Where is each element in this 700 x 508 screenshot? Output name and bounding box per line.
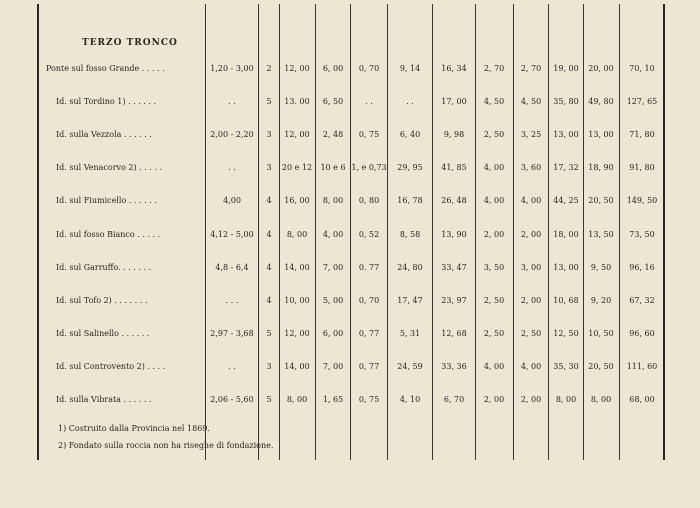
table-cell: 3 (266, 163, 272, 173)
table-cell: 13, 00 (553, 130, 579, 140)
table-cell: 8, 00 (286, 229, 308, 239)
table-cell: 4 (266, 295, 272, 305)
table-cell: 10 e 6 (320, 163, 346, 173)
table-cell: 1,20 - 3,00 (210, 64, 254, 73)
table-cell: 10, 50 (588, 328, 614, 338)
table-cell: 2, 00 (520, 395, 542, 404)
row-label: Ponte sul fosso Grande . . . . . (46, 64, 165, 73)
table-cell: 96, 60 (629, 328, 655, 338)
table-cell: 9, 98 (443, 130, 465, 140)
table-cell: 2, 50 (520, 328, 542, 338)
table-cell: . . (365, 97, 373, 107)
table-cell: 0. 77 (358, 262, 380, 272)
section-title: TERZO TRONCO (82, 38, 178, 48)
table-cell: . . (228, 361, 236, 371)
table-cell: 17, 00 (441, 97, 467, 107)
table-cell: 3, 00 (520, 262, 542, 272)
table-cell: 4 (266, 262, 272, 272)
table-cell: 4, 00 (520, 196, 542, 206)
table-cell: 16, 00 (284, 196, 310, 206)
table-cell: 19, 00 (553, 64, 579, 73)
table-cell: 5 (266, 395, 272, 404)
table-cell: 16, 34 (441, 64, 467, 73)
table-cell: 9, 50 (590, 262, 612, 272)
table-cell: 35, 80 (553, 97, 579, 107)
table-cell: 14, 00 (284, 262, 310, 272)
table-cell: 26, 48 (441, 196, 467, 206)
table-cell: 4 (266, 229, 272, 239)
table-cell: 0, 80 (358, 196, 380, 206)
table-cell: 6, 40 (399, 130, 421, 140)
table-cell: 149, 50 (626, 196, 658, 206)
table-cell: 71, 80 (629, 130, 655, 140)
table-cell: 12, 68 (441, 328, 467, 338)
footnotes (58, 420, 273, 454)
row-label: Id. sul Salinello . . . . . . (56, 328, 150, 338)
table-cell: 44, 25 (553, 196, 579, 206)
table-cell: 49, 80 (588, 97, 614, 107)
table-cell: 4, 50 (483, 97, 505, 107)
table-cell: 2, 00 (520, 295, 542, 305)
table-cell: 12, 00 (284, 64, 310, 73)
row-label: Id. sulla Vezzola . . . . . . (56, 130, 152, 140)
row-label: Id. sul Tofo 2) . . . . . . . (56, 295, 148, 305)
table-cell: 14, 00 (284, 361, 310, 371)
table-cell: 2, 48 (322, 130, 344, 140)
table-cell: 5 (266, 328, 272, 338)
row-label: Id. sul Controvento 2) . . . . (56, 361, 166, 371)
table-cell: 12, 50 (553, 328, 579, 338)
table-cell: 4 (266, 196, 272, 206)
table-row (0, 362, 700, 376)
table-cell: 24, 80 (397, 262, 423, 272)
table-cell: 2,00 - 2,20 (210, 130, 254, 140)
table-cell: 4, 00 (483, 361, 505, 371)
table-cell: 6, 50 (322, 97, 344, 107)
table-cell: 8, 58 (399, 229, 421, 239)
table-cell: 4,12 - 5,00 (210, 229, 254, 239)
table-cell: 127, 65 (626, 97, 658, 107)
table-cell: 1, e 0,73 (351, 163, 387, 173)
table-cell: . . . (225, 295, 239, 305)
table-cell: 4,00 (223, 196, 241, 206)
table-cell: 0, 77 (358, 328, 380, 338)
table-cell: 6, 00 (322, 328, 344, 338)
table-cell: 8, 00 (555, 395, 577, 404)
table-cell: 24, 59 (397, 361, 423, 371)
row-label: Id. sul Tordino 1) . . . . . . (56, 97, 156, 107)
table-row (0, 64, 700, 78)
table-cell: 5, 00 (322, 295, 344, 305)
table-cell: 3, 60 (520, 163, 542, 173)
table-cell: 18, 00 (553, 229, 579, 239)
table-cell: 0, 70 (358, 64, 380, 73)
table-cell: 68, 00 (629, 395, 655, 404)
table-row (0, 97, 700, 111)
table-cell: 3, 25 (520, 130, 542, 140)
table-cell: 35, 30 (553, 361, 579, 371)
table-cell: 20, 50 (588, 361, 614, 371)
row-label: Id. sul Fiumicello . . . . . . (56, 196, 157, 206)
table-cell: 67, 32 (629, 295, 655, 305)
table-cell: 73, 50 (629, 229, 655, 239)
table-cell: 4, 00 (322, 229, 344, 239)
table-cell: 2,97 - 3,68 (210, 328, 254, 338)
table-cell: 33, 36 (441, 361, 467, 371)
row-label: Id. sulla Vibrata . . . . . . (56, 395, 152, 404)
table-cell: 7, 00 (322, 361, 344, 371)
table-cell: 18, 90 (588, 163, 614, 173)
table-cell: 0, 70 (358, 295, 380, 305)
table-cell: 4, 10 (399, 395, 421, 404)
table-row (0, 395, 700, 409)
table-row (0, 163, 700, 177)
table-cell: 10, 00 (284, 295, 310, 305)
table-cell: 3 (266, 130, 272, 140)
table-cell: 0, 77 (358, 361, 380, 371)
table-cell: . . (406, 97, 414, 107)
table-cell: 2, 70 (520, 64, 542, 73)
table-cell: 13, 50 (588, 229, 614, 239)
table-cell: 20, 50 (588, 196, 614, 206)
table-cell: 2, 70 (483, 64, 505, 73)
table-cell: 33, 47 (441, 262, 467, 272)
table-cell: 0, 75 (358, 395, 380, 404)
table-cell: 2, 50 (483, 295, 505, 305)
table-cell: 12, 00 (284, 328, 310, 338)
table-cell: 111, 60 (626, 361, 658, 371)
table-cell: 0, 75 (358, 130, 380, 140)
table-cell: 16, 78 (397, 196, 423, 206)
table-cell: 7, 00 (322, 262, 344, 272)
table-cell: 4, 00 (520, 361, 542, 371)
row-label: Id. sul Venacorvo 2) . . . . . (56, 163, 163, 173)
table-cell: 23, 97 (441, 295, 467, 305)
table-cell: 13, 00 (553, 262, 579, 272)
table-cell: 41, 85 (441, 163, 467, 173)
table-cell: 20, 00 (588, 64, 614, 73)
table-row (0, 296, 700, 310)
table-cell: 2, 50 (483, 328, 505, 338)
table-cell: 0, 52 (358, 229, 380, 239)
table-cell: 13. 00 (284, 97, 310, 107)
footnote-1: 1) Costruito dalla Provincia nel 1869. (58, 424, 210, 433)
table-cell: 10, 68 (553, 295, 579, 305)
table-row (0, 196, 700, 210)
table-cell: 9, 14 (399, 64, 421, 73)
row-label: Id. sul fosso Bianco . . . . . (56, 229, 161, 239)
table-cell: 4,8 - 6,4 (215, 262, 249, 272)
table-row (0, 130, 700, 144)
table-cell: 5 (266, 97, 272, 107)
table-cell: 6, 00 (322, 64, 344, 73)
table-cell: 5, 31 (399, 328, 421, 338)
table-cell: 4, 00 (483, 163, 505, 173)
table-cell: 29, 95 (397, 163, 423, 173)
table-cell: 96, 16 (629, 262, 655, 272)
table-cell: 91, 80 (629, 163, 655, 173)
table-cell: 4, 50 (520, 97, 542, 107)
footnote-2: 2) Fondato sulla roccia non ha riseghe di fondazione. (58, 441, 274, 450)
table-cell: 2, 00 (483, 395, 505, 404)
table-cell: 4, 00 (483, 196, 505, 206)
table-cell: 2, 00 (483, 229, 505, 239)
table-cell: 9, 20 (590, 295, 612, 305)
table-cell: 2, 00 (520, 229, 542, 239)
table-cell: 3 (266, 361, 272, 371)
table-cell: 17, 32 (553, 163, 579, 173)
table-cell: 20 e 12 (281, 163, 313, 173)
table-cell: 1, 65 (322, 395, 344, 404)
table-cell: 17, 47 (397, 295, 423, 305)
table-row (0, 329, 700, 343)
table-cell: 13, 90 (441, 229, 467, 239)
table-row (0, 263, 700, 277)
table-cell: 6, 70 (443, 395, 465, 404)
row-label: Id. sul Garruffo. . . . . . . (56, 262, 152, 272)
table-cell: 2, 50 (483, 130, 505, 140)
table-cell: 8, 00 (590, 395, 612, 404)
table-row (0, 230, 700, 244)
table-cell: 8, 00 (322, 196, 344, 206)
table-cell: . . (228, 163, 236, 173)
table-cell: 13, 00 (588, 130, 614, 140)
table-cell: 12, 00 (284, 130, 310, 140)
table-cell: 3, 50 (483, 262, 505, 272)
table-cell: 8, 00 (286, 395, 308, 404)
table-cell: 2 (266, 64, 272, 73)
table-cell: . . (228, 97, 236, 107)
table-cell: 2,06 - 5,60 (210, 395, 254, 404)
table-cell: 70, 10 (629, 64, 655, 73)
